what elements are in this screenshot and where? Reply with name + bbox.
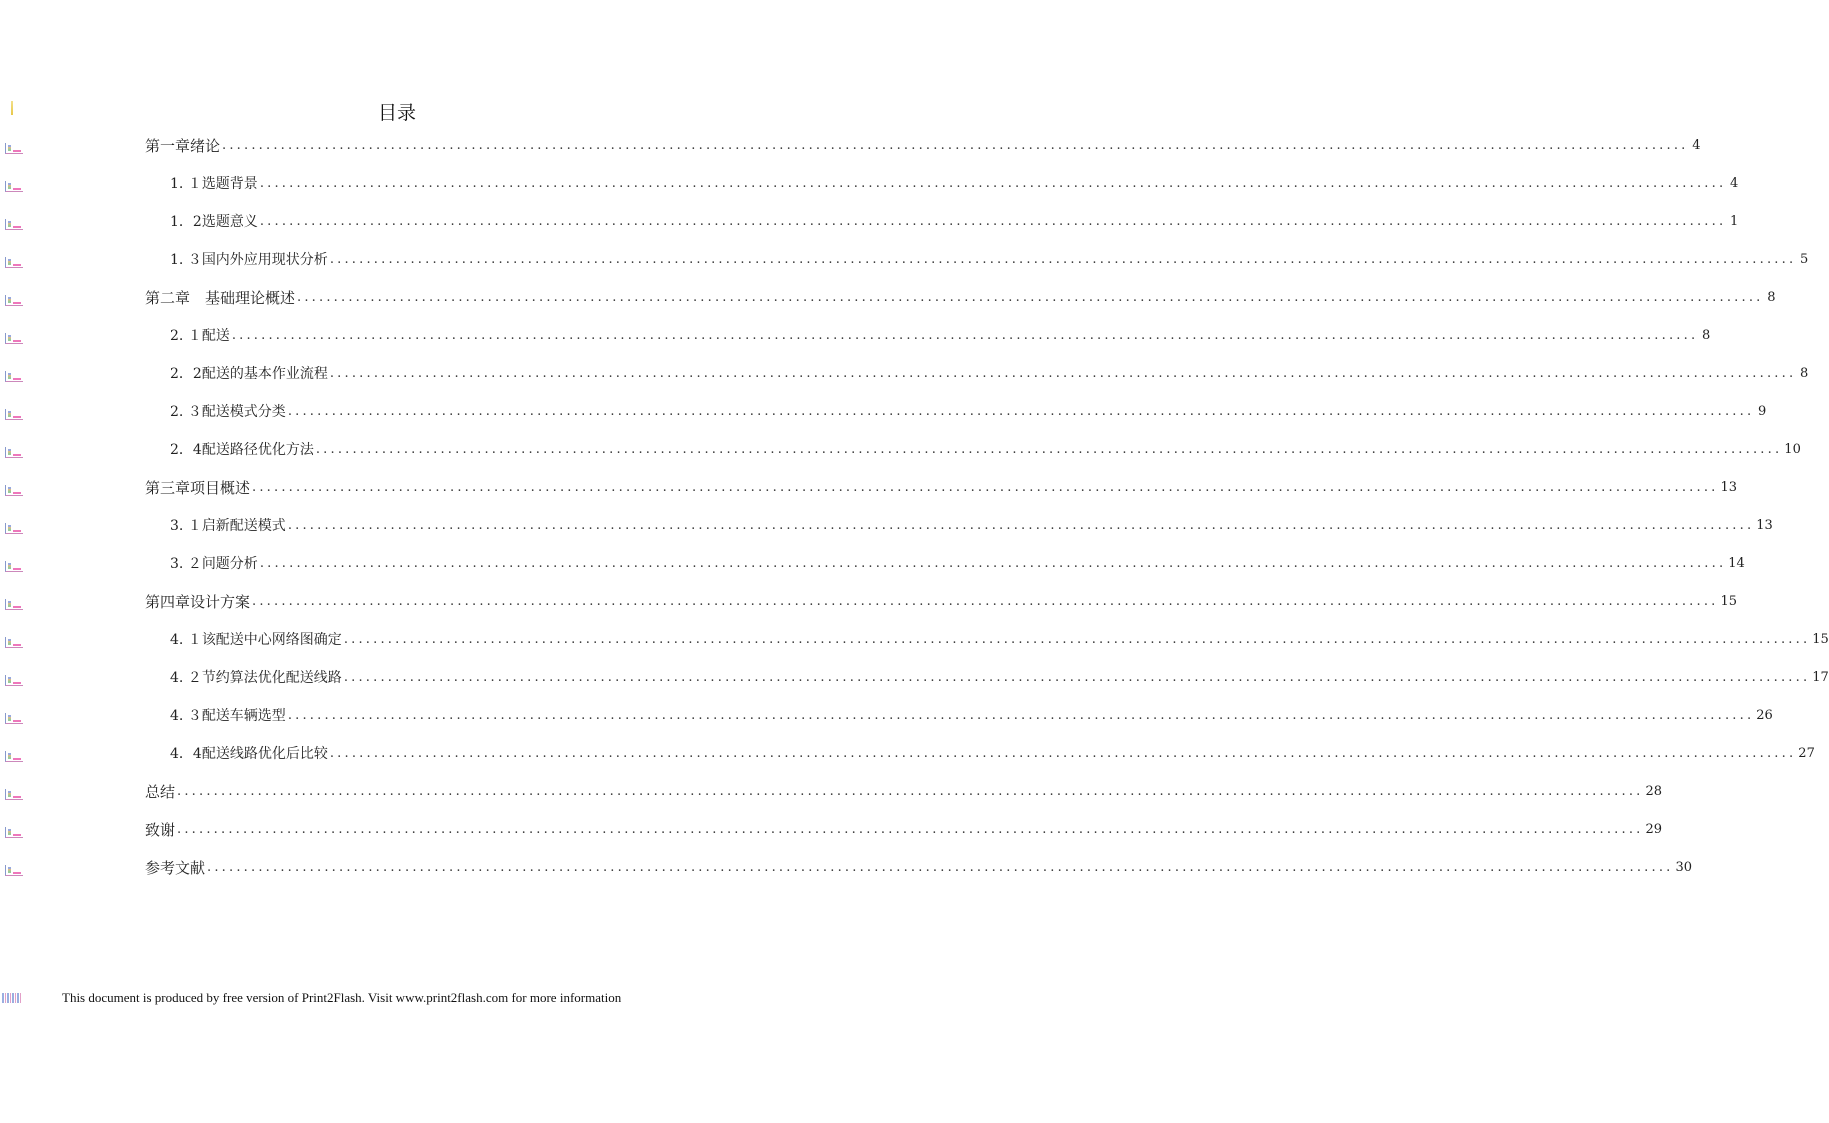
toc-page-number: 5 bbox=[1800, 252, 1809, 267]
toc-entry-title: 配送的基本作业流程 bbox=[201, 366, 328, 382]
toc-section-entry[interactable] bbox=[170, 706, 1773, 726]
toc-entry-title: 国内外应用现状分析 bbox=[201, 252, 328, 268]
toc-page-number: 13 bbox=[1720, 480, 1738, 495]
toc-entry-title: 第三章项目概述 bbox=[145, 479, 251, 497]
bookmark-marker-icon bbox=[5, 219, 23, 230]
toc-section-entry[interactable] bbox=[170, 516, 1773, 536]
toc-entry-title: 参考文献 bbox=[145, 859, 206, 877]
toc-section-number: 4. ２ bbox=[170, 670, 202, 686]
toc-dot-leader: ........................................................................................................................................................................................................ bbox=[287, 518, 1755, 533]
toc-page-number: 28 bbox=[1645, 784, 1663, 799]
toc-entry-title: 配送模式分类 bbox=[201, 404, 286, 420]
toc-dot-leader: ........................................................................................................................................................................................................ bbox=[207, 860, 1674, 875]
toc-section-number: 1．2 bbox=[170, 214, 202, 230]
bookmark-marker-icon bbox=[5, 561, 23, 572]
toc-section-number: 1. １ bbox=[170, 176, 202, 192]
toc-dot-leader: ........................................................................................................................................................................................................ bbox=[287, 708, 1755, 723]
toc-page-number: 4 bbox=[1730, 176, 1739, 191]
toc-section-number: 4. ３ bbox=[170, 708, 202, 724]
toc-page-number: 29 bbox=[1645, 822, 1663, 837]
toc-section-number: 2. ３ bbox=[170, 404, 202, 420]
toc-entry-title: 致谢 bbox=[145, 821, 176, 839]
toc-page-number: 15 bbox=[1720, 594, 1738, 609]
bookmark-marker-icon bbox=[5, 827, 23, 838]
toc-page-number: 27 bbox=[1798, 746, 1815, 761]
toc-entry-title: 选题背景 bbox=[201, 176, 258, 192]
toc-page-number: 26 bbox=[1756, 708, 1773, 723]
bookmark-marker-icon bbox=[5, 295, 23, 306]
toc-page-number: 13 bbox=[1756, 518, 1773, 533]
bookmark-marker-icon bbox=[5, 675, 23, 686]
toc-section-entry[interactable] bbox=[170, 250, 1809, 270]
toc-dot-leader: ........................................................................................................................................................................................................ bbox=[259, 214, 1727, 229]
bookmark-marker-icon bbox=[5, 257, 23, 268]
toc-entry-title: 总结 bbox=[145, 783, 176, 801]
toc-section-number: 4. １ bbox=[170, 632, 202, 648]
bookmark-marker-icon bbox=[5, 523, 23, 534]
toc-page-number: 17 bbox=[1812, 670, 1829, 685]
bookmark-marker-icon bbox=[5, 333, 23, 344]
toc-page-number: 9 bbox=[1758, 404, 1767, 419]
toc-entry-title: 问题分析 bbox=[201, 556, 258, 572]
toc-chapter-entry[interactable] bbox=[145, 288, 1776, 308]
bookmark-marker-icon bbox=[5, 371, 23, 382]
toc-section-entry[interactable] bbox=[170, 440, 1801, 460]
bookmark-marker-icon bbox=[5, 865, 23, 876]
toc-section-entry[interactable] bbox=[170, 630, 1829, 650]
bookmark-marker-icon bbox=[5, 181, 23, 192]
toc-page-number: 14 bbox=[1728, 556, 1745, 571]
toc-section-entry[interactable] bbox=[170, 744, 1815, 764]
toc-chapter-entry[interactable] bbox=[145, 820, 1663, 840]
toc-dot-leader: ........................................................................................................................................................................................................ bbox=[259, 176, 1727, 191]
toc-dot-leader: ........................................................................................................................................................................................................ bbox=[343, 632, 1811, 647]
toc-section-entry[interactable] bbox=[170, 326, 1711, 346]
bookmark-marker-icon bbox=[5, 409, 23, 420]
toc-page-number: 8 bbox=[1800, 366, 1809, 381]
toc-dot-leader: ........................................................................................................................................................................................................ bbox=[177, 822, 1644, 837]
footer-notice: This document is produced by free version of Print2Flash. Visit www.print2flash.com for more information bbox=[62, 990, 622, 1005]
toc-dot-leader: ........................................................................................................................................................................................................ bbox=[297, 290, 1764, 305]
toc-entry-title: 配送 bbox=[201, 328, 230, 344]
toc-section-number: 2. １ bbox=[170, 328, 202, 344]
toc-entry-title: 配送车辆选型 bbox=[201, 708, 286, 724]
toc-page-number: 1 bbox=[1730, 214, 1739, 229]
bookmark-marker-icon bbox=[5, 713, 23, 724]
toc-section-number: 1. ３ bbox=[170, 252, 202, 268]
toc-dot-leader: ........................................................................................................................................................................................................ bbox=[329, 366, 1797, 381]
toc-page-number: 8 bbox=[1767, 290, 1776, 305]
toc-dot-leader: ........................................................................................................................................................................................................ bbox=[231, 328, 1699, 343]
toc-section-entry[interactable] bbox=[170, 364, 1809, 384]
toc-chapter-entry[interactable] bbox=[145, 858, 1693, 878]
bookmark-marker-icon bbox=[5, 789, 23, 800]
toc-section-entry[interactable] bbox=[170, 668, 1829, 688]
toc-section-entry[interactable] bbox=[170, 174, 1739, 194]
toc-section-number: 2．2 bbox=[170, 366, 202, 382]
toc-page-number: 8 bbox=[1702, 328, 1711, 343]
toc-chapter-entry[interactable] bbox=[145, 592, 1738, 612]
toc-dot-leader: ........................................................................................................................................................................................................ bbox=[329, 252, 1797, 267]
toc-section-number: 3. １ bbox=[170, 518, 202, 534]
page-title: 目录 bbox=[377, 102, 416, 124]
bookmark-marker-icon bbox=[5, 143, 23, 154]
toc-section-number: 3. ２ bbox=[170, 556, 202, 572]
toc-dot-leader: ........................................................................................................................................................................................................ bbox=[329, 746, 1797, 761]
toc-section-number: 4．4 bbox=[170, 746, 202, 762]
toc-dot-leader: ........................................................................................................................................................................................................ bbox=[315, 442, 1783, 457]
toc-entry-title: 该配送中心网络图确定 bbox=[201, 632, 342, 648]
bookmark-marker-icon bbox=[5, 485, 23, 496]
toc-section-entry[interactable] bbox=[170, 212, 1739, 232]
toc-entry-title: 选题意义 bbox=[201, 214, 258, 230]
toc-dot-leader: ........................................................................................................................................................................................................ bbox=[343, 670, 1811, 685]
toc-entry-title: 配送线路优化后比较 bbox=[201, 746, 328, 762]
toc-page-number: 30 bbox=[1675, 860, 1693, 875]
toc-entry-title: 节约算法优化配送线路 bbox=[201, 670, 342, 686]
toc-entry-title: 第一章绪论 bbox=[145, 137, 221, 155]
bookmark-marker-icon bbox=[5, 599, 23, 610]
toc-dot-leader: ........................................................................................................................................................................................................ bbox=[259, 556, 1727, 571]
toc-dot-leader: ........................................................................................................................................................................................................ bbox=[177, 784, 1644, 799]
toc-chapter-entry[interactable] bbox=[145, 136, 1701, 156]
bookmark-marker-icon bbox=[5, 637, 23, 648]
toc-dot-leader: ........................................................................................................................................................................................................ bbox=[252, 480, 1719, 495]
toc-page-number: 15 bbox=[1812, 632, 1829, 647]
toc-dot-leader: ........................................................................................................................................................................................................ bbox=[222, 138, 1689, 153]
print2flash-watermark-icon bbox=[2, 993, 22, 1003]
toc-dot-leader: ........................................................................................................................................................................................................ bbox=[252, 594, 1719, 609]
toc-section-entry[interactable] bbox=[170, 554, 1745, 574]
bookmark-marker-icon bbox=[5, 447, 23, 458]
toc-entry-title: 启新配送模式 bbox=[201, 518, 286, 534]
toc-chapter-entry[interactable] bbox=[145, 478, 1738, 498]
toc-dot-leader: ........................................................................................................................................................................................................ bbox=[287, 404, 1755, 419]
bookmark-marker-icon bbox=[5, 751, 23, 762]
toc-chapter-entry[interactable] bbox=[145, 782, 1663, 802]
toc-page-number: 10 bbox=[1784, 442, 1801, 457]
toc-page-number: 4 bbox=[1692, 138, 1701, 153]
toc-section-number: 2．4 bbox=[170, 442, 202, 458]
toc-section-entry[interactable] bbox=[170, 402, 1767, 422]
toc-entry-title: 第二章 基础理论概述 bbox=[145, 289, 296, 307]
toc-entry-title: 第四章设计方案 bbox=[145, 593, 251, 611]
toc-entry-title: 配送路径优化方法 bbox=[201, 442, 314, 458]
